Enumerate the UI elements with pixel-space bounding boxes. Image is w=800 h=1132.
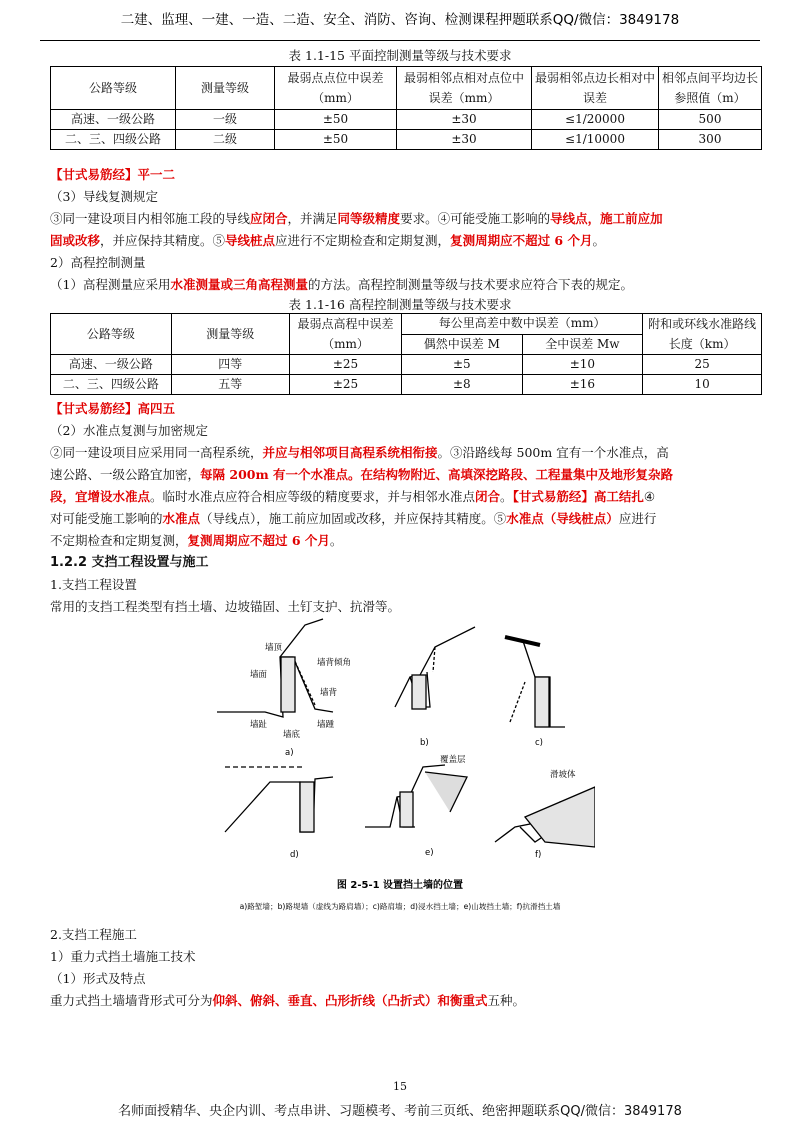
table-cell: 300: [659, 130, 762, 150]
table-row: [51, 355, 762, 375]
table-header-cell: 每公里高差中数中误差（mm）: [402, 314, 643, 335]
table-cell: ±8: [402, 375, 522, 395]
table-cell: 高速、一级公路: [51, 355, 172, 375]
text-span: 速公路、一级公路宜加密，: [50, 467, 201, 482]
table-header-cell: 测量等级: [171, 314, 289, 355]
figure-panel-label: f): [535, 850, 542, 860]
highlight-text: 每隔 200m 有一个水准点。在结构物附近、高填深挖路段、工程量集中及地形复杂路: [200, 467, 674, 482]
table-cell: 二、三、四级公路: [51, 375, 172, 395]
table-cell: ±10: [522, 355, 643, 375]
table-cell: 一级: [176, 110, 275, 130]
text-span: 的方法。高程控制测量等级与技术要求应符合下表的规定。: [307, 277, 633, 292]
paragraph-line: [50, 508, 656, 530]
retaining-wall-figure: [205, 617, 595, 917]
table-cell: ±30: [397, 130, 532, 150]
text-span: 。: [592, 233, 605, 248]
subsection-title: 1.支挡工程设置: [50, 577, 137, 592]
text-span: 。临时水准点应符合相应等级的精度要求，并与相邻水准点: [150, 489, 476, 504]
text-span: （导线点），施工前应加固或改移，并应保持其精度。⑤: [200, 511, 507, 526]
paragraph-line: 常用的支挡工程类型有挡土墙、边坡锚固、土钉支护、抗滑等。: [50, 599, 401, 614]
table-row: [51, 110, 762, 130]
highlight-text: 段，宜增设水准点: [50, 489, 151, 504]
text-span: 五种。: [487, 993, 526, 1008]
table-cell: 五等: [171, 375, 289, 395]
text-span: ②同一建设项目应采用同一高程系统，: [50, 445, 263, 460]
table-header-cell: 偶然中误差 M: [402, 334, 522, 355]
table-row: [51, 375, 762, 395]
highlight-text: 水准点（导线桩点）: [506, 511, 619, 526]
mnemonic-note: 【甘式易筋经】高工结扎: [512, 489, 644, 504]
paragraph-line: [50, 208, 663, 230]
table-elevation-control: [50, 313, 762, 395]
table-cell: ±25: [289, 375, 401, 395]
table-header-cell: 测量等级: [176, 67, 275, 110]
text-span: 应进行不定期检查和定期复测，: [275, 233, 451, 248]
figure-label: 墙顶: [265, 643, 283, 653]
table-cell: 10: [643, 375, 762, 395]
highlight-text: 仰斜、俯斜、垂直、凸形折线（凸折式）和衡重式: [212, 993, 488, 1008]
highlight-text: 水准点: [162, 511, 201, 526]
table-header-cell: 相邻点间平均边长参照值（m）: [659, 67, 762, 110]
figure-label: 覆盖层: [440, 755, 466, 765]
table-cell: 二、三、四级公路: [51, 130, 176, 150]
text-span: ④: [643, 489, 656, 504]
text-span: 要求。④可能受施工影响的: [400, 211, 551, 226]
paragraph-line: [50, 442, 669, 464]
table-header-cell: 最弱点高程中误差（mm）: [289, 314, 401, 355]
mnemonic-note: 【甘式易筋经】高四五: [50, 401, 176, 416]
table-row: [51, 130, 762, 150]
figure-label: 墙趾: [250, 720, 268, 730]
highlight-text: 固或改移: [50, 233, 101, 248]
table-cell: 25: [643, 355, 762, 375]
text-span: （1）高程测量应采用: [50, 277, 171, 292]
text-span: 。: [329, 533, 343, 548]
page-footer: 名师面授精华、央企内训、考点串讲、习题模考、考前三页纸、绝密押题联系QQ/微信：3849178: [118, 1104, 682, 1119]
section-heading: 2）高程控制测量: [50, 255, 146, 270]
table-header-cell: 公路等级: [51, 67, 176, 110]
table1-caption: 表 1.1-15 平面控制测量等级与技术要求: [288, 48, 512, 63]
table-cell: 500: [659, 110, 762, 130]
paragraph-line: [50, 990, 525, 1012]
table2-caption: 表 1.1-16 高程控制测量等级与技术要求: [288, 297, 512, 312]
paragraph-line: [50, 464, 673, 486]
highlight-text: 复测周期应不超过 6 个月: [187, 533, 330, 548]
highlight-text: 复测周期应不超过 6 个月: [450, 233, 593, 248]
table-header-cell: 最弱相邻点边长相对中误差: [532, 67, 659, 110]
text-span: 应进行: [618, 511, 657, 526]
figure-label: 墙面: [250, 670, 268, 680]
subsection-title: 1）重力式挡土墙施工技术: [50, 949, 196, 964]
section-title: 1.2.2 支挡工程设置与施工: [50, 555, 209, 570]
table-header-cell: 公路等级: [51, 314, 172, 355]
figure-label: 滑坡体: [550, 770, 576, 780]
figure-panel-label: a): [285, 748, 294, 758]
highlight-text: 同等级精度: [337, 211, 401, 226]
text-span: 不定期检查和定期复测，: [50, 533, 188, 548]
table-header-row: [51, 314, 762, 335]
table-header-cell: 最弱相邻点相对点位中误差（mm）: [397, 67, 532, 110]
table-header-cell: 最弱点点位中误差（mm）: [275, 67, 397, 110]
text-span: ，并应保持其精度。⑤: [100, 233, 226, 248]
paragraph-line: [50, 230, 605, 252]
paragraph-line: [50, 274, 633, 296]
mnemonic-note: 【甘式易筋经】平一二: [50, 167, 176, 182]
paragraph-line: [50, 486, 655, 508]
text-span: 。: [500, 489, 513, 504]
section-heading: （3）导线复测规定: [50, 189, 158, 204]
figure-panel-label: b): [420, 738, 429, 748]
table-header-cell: 全中误差 Mw: [522, 334, 643, 355]
text-span: 重力式挡土墙墙背形式可分为: [50, 993, 213, 1008]
figure-title: 图 2-5-1 设置挡土墙的位置: [336, 880, 464, 891]
table-cell: ±25: [289, 355, 401, 375]
table-cell: ±16: [522, 375, 643, 395]
subsection-title: 2.支挡工程施工: [50, 927, 137, 942]
table-plane-control: [50, 66, 762, 150]
figure-label: 墙背倾角: [317, 658, 352, 668]
figure-caption: a)路堑墙；b)路堤墙（虚线为路肩墙）；c)路肩墙；d)浸水挡土墙；e)山坡挡土墙；f)抗滑挡土墙: [239, 902, 561, 911]
highlight-text: 闭合: [475, 489, 501, 504]
table-cell: ≤1/20000: [532, 110, 659, 130]
table-header-cell: 附和或环线水准路线长度（km）: [643, 314, 762, 355]
text-span: 。③沿路线每 500m 宜有一个水准点，高: [437, 445, 669, 460]
figure-label: 墙底: [283, 730, 301, 740]
figure-panel-label: e): [425, 848, 434, 858]
highlight-text: 导线桩点: [225, 233, 276, 248]
highlight-text: 水准测量或三角高程测量: [170, 277, 308, 292]
table-cell: 二级: [176, 130, 275, 150]
figure-panel-label: d): [290, 850, 299, 860]
text-span: ③同一建设项目内相邻施工段的导线: [50, 211, 251, 226]
table-cell: ±50: [275, 110, 397, 130]
figure-label: 墙背: [320, 688, 338, 698]
figure-label: 墙踵: [317, 720, 335, 730]
table-cell: ±30: [397, 110, 532, 130]
section-heading: （2）水准点复测与加密规定: [50, 423, 208, 438]
paragraph-line: [50, 530, 342, 552]
highlight-text: 应闭合: [250, 211, 288, 226]
figure-panel-label: c): [535, 738, 543, 748]
highlight-text: 并应与相邻项目高程系统相衔接: [262, 445, 438, 460]
text-span: 对可能受施工影响的: [50, 511, 163, 526]
table-cell: ≤1/10000: [532, 130, 659, 150]
page-header: 二建、监理、一建、一造、二造、安全、消防、咨询、检测课程押题联系QQ/微信：3849178: [120, 12, 680, 28]
table-header-row: [51, 67, 762, 110]
table-cell: 四等: [171, 355, 289, 375]
table-cell: 高速、一级公路: [51, 110, 176, 130]
table-cell: ±5: [402, 355, 522, 375]
table-cell: ±50: [275, 130, 397, 150]
text-span: ，并满足: [287, 211, 338, 226]
highlight-text: 导线点，施工前应加: [550, 211, 663, 226]
header-divider: [40, 40, 760, 41]
subsection-title: （1）形式及特点: [50, 971, 146, 986]
page-number: 15: [393, 1080, 407, 1093]
